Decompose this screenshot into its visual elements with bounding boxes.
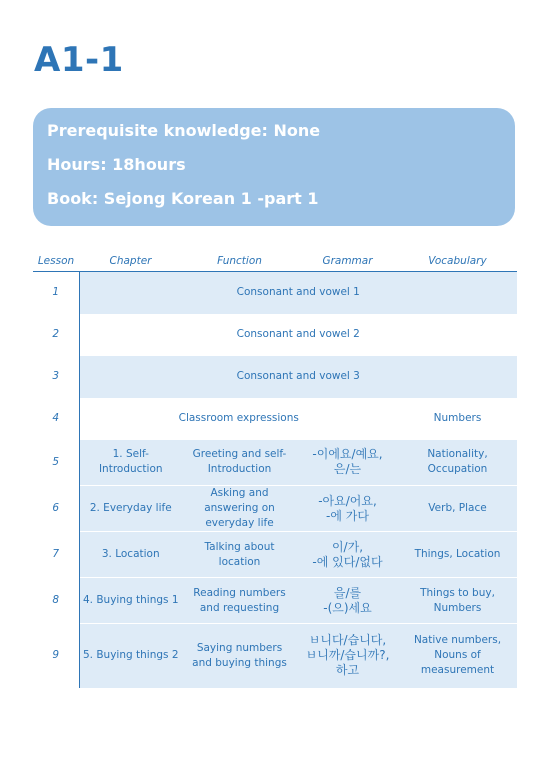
course-info-box xyxy=(33,108,515,226)
function-line: Asking and xyxy=(210,487,269,499)
header-function: Function xyxy=(182,251,297,272)
table-row xyxy=(33,578,517,624)
chapter-cell xyxy=(79,486,182,532)
grammar-line: 을/를 xyxy=(333,585,362,600)
vocabulary-line: Numbers xyxy=(433,601,482,614)
header-chapter: Chapter xyxy=(79,251,182,272)
vocabulary-cell xyxy=(398,532,517,578)
vocabulary-line: Verb, Place xyxy=(428,502,487,514)
function-line: Talking about xyxy=(204,540,275,553)
table-row xyxy=(33,398,517,440)
chapter-line: 4. Buying things 1 xyxy=(83,594,179,606)
function-line: Saying numbers xyxy=(196,641,283,654)
lesson-number: 8 xyxy=(33,578,79,624)
vocabulary-line: Native numbers, xyxy=(413,634,502,647)
grammar-line: -(으)세요 xyxy=(323,600,372,615)
page-title: A1-1 xyxy=(34,40,124,80)
vocabulary-line: Nationality, xyxy=(427,448,488,461)
table-row xyxy=(33,532,517,578)
function-line: answering on xyxy=(204,502,275,514)
chapter-line: 3. Location xyxy=(101,548,160,560)
grammar-cell xyxy=(297,440,398,486)
grammar-cell xyxy=(297,532,398,578)
lesson-number: 1 xyxy=(33,272,79,314)
hours-text: Hours: 18hours xyxy=(47,155,186,174)
lesson-number: 7 xyxy=(33,532,79,578)
function-line: Greeting and self- xyxy=(192,448,287,461)
chapter-line: 1. Self- xyxy=(112,448,149,461)
lesson-number: 5 xyxy=(33,440,79,486)
grammar-line: -아요/어요, xyxy=(318,493,377,508)
function-line: Reading numbers xyxy=(193,586,286,599)
lesson-number: 6 xyxy=(33,486,79,532)
vocabulary-cell xyxy=(398,486,517,532)
grammar-cell xyxy=(297,486,398,532)
function-cell xyxy=(182,486,297,532)
grammar-line: -이에요/예요, xyxy=(312,447,383,462)
row-span-cell: Consonant and vowel 3 xyxy=(79,356,517,398)
table-header-row xyxy=(33,251,517,272)
vocabulary-cell: Numbers xyxy=(433,412,482,424)
grammar-line: -에 있다/없다 xyxy=(312,554,383,569)
function-cell xyxy=(182,532,297,578)
grammar-cell xyxy=(297,578,398,624)
vocabulary-line: measurement xyxy=(420,664,495,677)
vocabulary-cell xyxy=(398,624,517,688)
header-lesson: Lesson xyxy=(33,251,79,272)
vocabulary-cell xyxy=(398,440,517,486)
course-table xyxy=(33,251,517,688)
table-row xyxy=(33,272,517,314)
table-row xyxy=(33,314,517,356)
chapter-line: Introduction xyxy=(98,463,163,476)
header-grammar: Grammar xyxy=(297,251,398,272)
vocabulary-line: Nouns of xyxy=(434,649,481,662)
row-span-cell: Classroom expressions xyxy=(178,412,299,424)
chapter-line: 2. Everyday life xyxy=(89,502,172,514)
prerequisite-text: Prerequisite knowledge: None xyxy=(47,121,321,140)
grammar-line: 하고 xyxy=(335,663,360,678)
function-line: location xyxy=(218,555,261,568)
grammar-line: 은/는 xyxy=(333,462,362,477)
lesson-number: 9 xyxy=(33,624,79,688)
table-row xyxy=(33,440,517,486)
vocabulary-line: Things, Location xyxy=(414,548,501,560)
function-line: and buying things xyxy=(192,656,287,669)
lesson-number: 4 xyxy=(33,398,79,440)
vocabulary-line: Things to buy, xyxy=(420,586,495,599)
grammar-line: ㅂ니까/습니까?, xyxy=(305,648,390,663)
grammar-line: ㅂ니다/습니다, xyxy=(308,633,387,648)
chapter-cell xyxy=(79,624,182,688)
grammar-cell xyxy=(297,624,398,688)
row-span-cell: Consonant and vowel 1 xyxy=(79,272,517,314)
function-line: and requesting xyxy=(199,601,280,614)
table-row xyxy=(33,486,517,532)
chapter-cell xyxy=(79,440,182,486)
function-cell xyxy=(182,440,297,486)
lesson-number: 3 xyxy=(33,356,79,398)
function-line: Introduction xyxy=(207,463,272,476)
table-row xyxy=(33,624,517,688)
header-vocabulary: Vocabulary xyxy=(398,251,517,272)
function-cell xyxy=(182,624,297,688)
lesson-number: 2 xyxy=(33,314,79,356)
vocabulary-cell xyxy=(398,578,517,624)
vocabulary-line: Occupation xyxy=(427,463,488,476)
chapter-line: 5. Buying things 2 xyxy=(83,649,179,662)
grammar-line: -에 가다 xyxy=(326,508,369,523)
function-cell xyxy=(182,578,297,624)
book-text: Book: Sejong Korean 1 -part 1 xyxy=(47,189,319,208)
table-row xyxy=(33,356,517,398)
grammar-line: 이/가, xyxy=(331,539,364,554)
chapter-cell xyxy=(79,532,182,578)
function-line: everyday life xyxy=(205,517,274,529)
row-span-cell: Consonant and vowel 2 xyxy=(236,328,360,340)
chapter-cell xyxy=(79,578,182,624)
